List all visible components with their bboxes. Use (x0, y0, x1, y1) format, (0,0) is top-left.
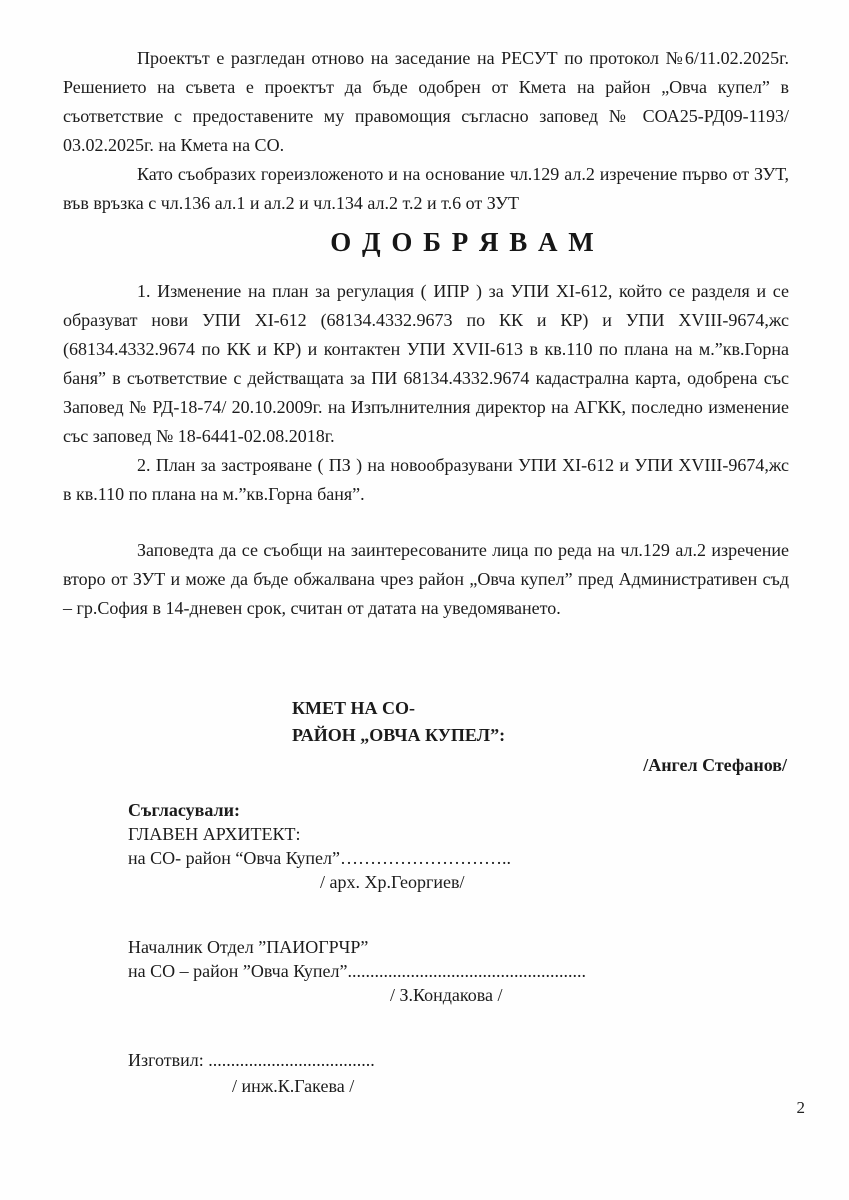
department-head-dotted-line: на СО – район ”Овча Купел”..................................................... (128, 961, 586, 981)
paragraph-legal-basis: Като съобразих гореизложеното и на основание чл.129 ал.2 изречение първо от ЗУТ, във връзка с чл.136 ал.1 и ал.2 и чл.134 ал.2 т.2 и т.6 от ЗУТ (63, 164, 789, 213)
prepared-by-name: / инж.К.Гакева / (232, 1076, 355, 1096)
chief-architect-title: ГЛАВЕН АРХИТЕКТ: (128, 824, 301, 844)
mayor-signature-block (292, 695, 789, 749)
paragraph-item-2-plan-development: 2. План за застрояване ( ПЗ ) на новообразувани УПИ XI-612 и УПИ XVIII-9674,жс в кв.110 по плана на м.”кв.Горна баня”. (63, 455, 789, 504)
prepared-by-block (128, 1047, 789, 1099)
prepared-by-dotted-line: Изготвил: ..................................... (128, 1050, 375, 1070)
department-head-title: Началник Отдел ”ПАИОГРЧР” (128, 937, 369, 957)
mayor-title-line-1: КМЕТ НА СО- (292, 698, 416, 718)
paragraph-appeal-notice: Заповедта да се съобщи на заинтересованите лица по реда на чл.129 ал.2 изречение второ от ЗУТ и може да бъде обжалвана чрез район „Овча купел” пред Административен съд – гр.София в 14-дневен срок, считан от датата на уведомяването. (63, 540, 789, 618)
page-number: 2 (796, 1098, 805, 1117)
paragraph-protocol-decision: Проектът е разгледан отново на заседание на РЕСУТ по протокол №6/11.02.2025г. Решението на съвета е проектът да бъде одобрен от Кмета на район „Овча купел” в съответствие с предоставените му правомощия съгласно заповед № СОА25-РД09-1193/ 03.02.2025г. на Кмета на СО. (63, 48, 789, 155)
mayor-name: /Ангел Стефанов/ (643, 755, 787, 775)
heading-approve: О Д О Б Р Я В А М (330, 227, 596, 257)
department-head-name: / З.Кондакова / (390, 985, 503, 1005)
agreed-by-block (128, 798, 789, 894)
paragraph-item-1-plan-regulation: 1. Изменение на план за регулация ( ИПР ) за УПИ XI-612, който се разделя и се образуват нови УПИ XI-612 (68134.4332.9673 по КК и КР) и УПИ XVIII-9674,жс (68134.4332.9674 по КК и КР) и контактен УПИ XVII-613 в кв.110 по плана на м.”кв.Горна баня” в съответствие с действащата за ПИ 68134.4332.9674 кадастрална карта, одобрена със Заповед № РД-18-74/ 20.10.2009г. на Изпълнителния директор на АГКК, последно изменение със заповед № 18-6441-02.08.2018г. (63, 281, 789, 446)
department-head-block (128, 935, 789, 1007)
agreed-label: Съгласували: (128, 800, 240, 820)
mayor-title-line-2: РАЙОН „ОВЧА КУПЕЛ”: (292, 725, 506, 745)
chief-architect-name: / арх. Хр.Георгиев/ (320, 872, 465, 892)
chief-architect-dotted-line: на СО- район “Овча Купел”……………………….. (128, 848, 511, 868)
